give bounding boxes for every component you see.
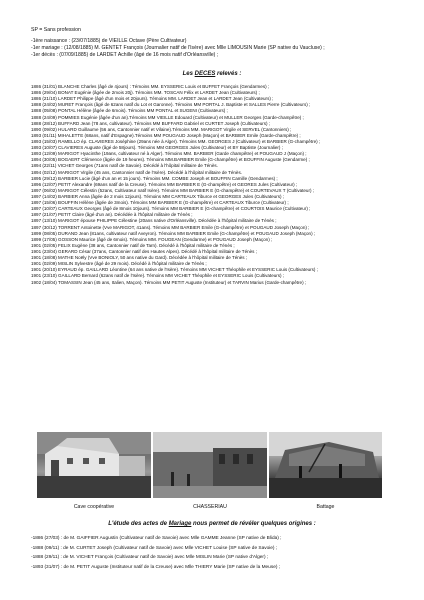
photo-strip bbox=[37, 432, 382, 498]
first-death: -1er décès : (07/09/1885) de LARDET Achille (âgé de 16 mois natif d'Orléansville) ; bbox=[31, 52, 219, 58]
deces-entry: 1894 (02/12) MARIGOT Virgile (45 ans, Cantonnier natif de l'Isère). Décédé à l'hôpital militaire de Ténès. bbox=[31, 169, 243, 175]
mariage-entry: -1886 (27/03) : de M. GAIFFIER Augustin (Cultivateur natif de Savoie) avec Mlle GAMME Jeanne (SP native de Blida) ; bbox=[31, 536, 282, 541]
deces-entry: 1897 (15/06) BOUFFIN Hélène (âgée de 3mois). Témoins MM BARBIER E (G-champêtre) et CARTEAUX Tiburce (Cultivateur) ; bbox=[31, 200, 289, 206]
deces-entry: 1901 (23/10) GAILLARD Bernard (62ans natif de l'Isère). Témoins MM VICHET Théophile et EYSSERIC Louis (Cultivateurs) ; bbox=[31, 273, 285, 279]
deces-title-word: DECES bbox=[194, 71, 216, 77]
deces-entry: 1899 (17/05) GOSSON Maurice (âgé de 6mois). Témoins MM. FOUGEAN (Gendarme) et POUGAUD Joseph (Maçon) ; bbox=[31, 236, 273, 242]
sp-note: SP = Sans profession bbox=[31, 27, 81, 33]
mariage-entry: -1888 (09/11) : de M. CURTET Joseph (Cultivateur natif de Savoie) avec Mlle VICHET Louise (SP native de Savoie) ; bbox=[31, 545, 278, 551]
deces-entry: 1893 (01/11) MIHALETTE (68ans, natif d'Espagne).Témoins MM POUGAUD Joseph (Maçon) et BARBIER Emile (Garde-champêtre) ; bbox=[31, 132, 301, 138]
deces-entry: 1897 (30/12) TORRENT Antoinette (Vve MARIGOT, 41ans). Témoins MM BARBIER Emile (G-champêtre) et POUGAUD Joseph (Maçon) ; bbox=[31, 224, 310, 230]
deces-entry: 1901 (23/04) GERARD César (37ans, Cantonnier natif des Hautes Alpes). Décédé à l'hôpital militaire de Ténès ; bbox=[31, 248, 257, 254]
deces-entry: 1897 (21/07) PETIT Claire (âgé d'un an). Décédée à l'hôpital militaire de Ténès ; bbox=[31, 212, 193, 218]
mariages-title-prefix: L'étude des actes de bbox=[108, 521, 169, 527]
mariage-entry: -1893 (31/07) : de M. PETIT Auguste (Instituteur natif de la Creuse) avec Mlle THIERY Marie (SP native de la Meuse) ; bbox=[31, 564, 281, 570]
caption-chasseriau: CHASSERIAU bbox=[193, 504, 227, 510]
photo-cave-cooperative bbox=[37, 432, 151, 498]
deces-title-suffix: relevés : bbox=[215, 71, 242, 77]
deces-entry: 1901 (20/10) EYRAUD ép. GAILLARD Léontine (64 ans native de l'Isère). Témoins MM VICHET Théophile et EYSSERIC Louis (Cultivateurs) ; bbox=[31, 267, 318, 273]
deces-entry: 1897 (13/10) MARIGOT épouse PHILIPPE Célestine (20ans native d'Orléansville). Décédée à l'hôpital militaire de Ténès ; bbox=[31, 218, 277, 224]
deces-entry: 1894 (30/05) BOGAERT Clémence (âgée de 19 heures). Témoins MM.BARBIER Emile (G-champêtre) et BOUFFIN Auguste (Gendarme) ; bbox=[31, 157, 310, 163]
first-birth: -1ère naissance : (23/07/1885) de VIEILLE Octave (Père Cultivateur) bbox=[31, 38, 187, 44]
mariages-title-suffix: nous permet de révéler quelques origines : bbox=[191, 521, 316, 527]
mariages-title-word: Mariage bbox=[168, 521, 192, 527]
deces-entry: 1893 (10/07) CLAVIERES Auguste (âgé de 58jours). Témoins MM GEORGES Jules (Cultivateur) et BY Baptiste (Journalier) ; bbox=[31, 145, 283, 151]
deces-entry: 1893 (12/09) MARIGOT Hyacinthe (19ans, cultivateur né à Alger). Témoins MM. BARBIER (Garde champêtre) et POUGAUD J (Maçon) ; bbox=[31, 151, 307, 157]
deces-title-prefix: Les bbox=[182, 71, 195, 77]
deces-entry: 1895 (29/12) BARBIER Lucie (âgé d'un an et 15 jours). Témoins MM. COMBE Joseph et BOUFFIN Camille (Gendarmes) ; bbox=[31, 175, 278, 181]
deces-entry: 1896 (12/07) PETIT Alexandre (69ans natif de la Creuse). Témoins MM BARBIER E (G-champêtre) et GEORES Jules (Cultivateur) ; bbox=[31, 181, 298, 187]
deces-entry: 1897 (10/07) CARTEAUX Georges (âgé de 8mois 10jours). Témoins MM BARBIER E (G-champêtre) et COURTOIS Maurice (Cultivateur) ; bbox=[31, 206, 311, 212]
deces-entry: 1897 (14/02) BARBIER Anna (âgée de 2 mois 12jours). Témoins MM CARTEAUX Tiburce et GEORGES Jules (Cultivateurs) ; bbox=[31, 193, 285, 199]
first-marriage: -1er mariage : (12/08/1885) M. GENTET François (Journalier natif de l'Isère) avec Mlle LIMOUSIN Marie (SP native du Vaucluse) ; bbox=[31, 45, 325, 51]
deces-entry: 1893 (15/03) RAMELLO ép. CLAVIERES Joséphine (29ans née à Alger). Témoins MM. GEORGES J (Cultivateur) et BARBIER (G-champêtre) ; bbox=[31, 138, 321, 144]
deces-entry: 1888 (24/02) MURET François (âgé de 62ans natif du Lot et Garonne). Témoins MM PORTAL J. Baptiste et SALLES Pierre (Cultivateurs) ; bbox=[31, 102, 311, 108]
photo-chasseriau bbox=[153, 432, 267, 498]
deces-entry: 1894 (22/11) VICHET Georges (71ans natif de Savoie). Décédé à l'hôpital militaire de Ténès. bbox=[31, 163, 218, 169]
mariages-list bbox=[31, 534, 403, 572]
deces-entry: 1888 (28/12) BUFFARD Jean (78 ans, cultivateur). Témoins MM BUFFARD Gabriel et CURTET Joseph (Cultivateurs) ; bbox=[31, 120, 271, 126]
mariage-entry: -1888 (29/11) : de M. VICHET François (Cultivateur natif de Savoie) avec Mlle MISLIN Marie (SP native d'Alger) ; bbox=[31, 555, 269, 561]
deces-entry: 1888 (05/08) PONTAL Hélène (âgée de 6mois). Témoins MM PONTAL et SUGENI (Cultivateurs) ; bbox=[31, 108, 228, 114]
caption-cave-cooperative: Cave coopérative bbox=[73, 504, 115, 510]
deces-list bbox=[31, 84, 403, 286]
deces-entry: 1886 (31/01) BLANCHE Charles (âgé de 4jours) : Témoins MM. EYSSERIC Louis et BUFFET François (Gendarmes) ; bbox=[31, 84, 270, 89]
deces-title bbox=[0, 71, 424, 77]
caption-battage: Battage bbox=[316, 504, 335, 510]
deces-entry: 1902 (18/04) TOMASSIN Jean (45 ans, Italien, Maçon). Témoins MM PETIT Auguste (Instituteur) et TARVIN Marius (Garde-champêtre) ; bbox=[31, 279, 307, 285]
deces-entry: 1897 (06/02) MARIGOT Célestin (52ans, Cultivateur natif Isère). Témoins MM BARBIER E (G-champêtre) et COURTEVAUX T (Cultivateur) ; bbox=[31, 187, 315, 193]
intro-block bbox=[31, 38, 325, 59]
photo-battage bbox=[269, 432, 382, 498]
deces-entry: 1901 (18/08) MATHE Noëly (Vve BONIOLY, 50 ans native du Gard). Décédée à l'hôpital militaire de Ténès ; bbox=[31, 255, 248, 261]
mariages-title bbox=[0, 521, 424, 527]
deces-entry: 1886 (21/10) LARDET Philippe (âgé d'un mois et 20jours). Témoins MM. LARDET Jean et LARDET Jean (Cultivateurs) ; bbox=[31, 96, 274, 102]
deces-entry: 1901 (02/09) MISLIN Sylvestre (âgé de 29 mois). Décédé à l'hôpital militaire de Ténès ; bbox=[31, 261, 207, 267]
deces-entry: 1901 (02/05) FELIX Eugène (38 ans, Cantonnier natif de Tarn). Décédé à l'hôpital militaire de Ténès ; bbox=[31, 242, 235, 248]
deces-entry: 1890 (09/02) HULARD Guillaume (56 ans, Cantonnier natif et Vilaine).Témoins MM. MARIGOT Virgile et SERVEL (Cantonniers) ; bbox=[31, 126, 292, 132]
deces-entry: 1888 (24/09) POMMIES Eugénie (âgée d'un an).Témoins MM VIEILLE Edouard (Cultivateur) et MULLER Georges (Garde-champêtre) ; bbox=[31, 114, 304, 120]
deces-entry: 1899 (08/05) DURAND Jean (81ans, cultivateur natif Aveyron). Témoins MM BARBIER Emile (G-champêtre) et POUGAUD Joseph (Maçon) ; bbox=[31, 230, 316, 236]
deces-entry: 1886 (29/04) BONAT Eugénie (âgée de 2mois 20j). Témoins MM. TOSCAN Félix et LARDET Jean (Cultivateurs) ; bbox=[31, 90, 260, 96]
